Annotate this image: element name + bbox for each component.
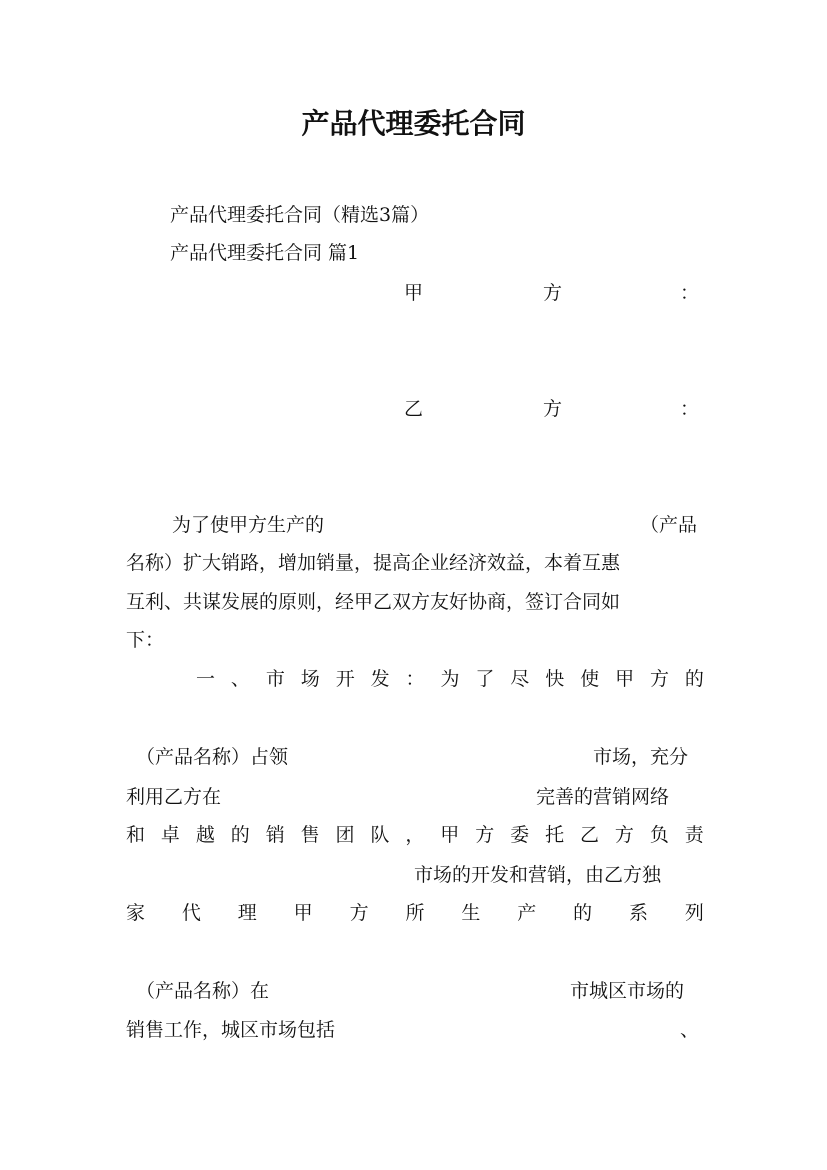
line-char: 的: [230, 824, 250, 846]
line-char: 系: [629, 902, 649, 924]
heading-char: 了: [475, 668, 495, 690]
line-char: 甲: [293, 902, 313, 924]
party-b-label-2: 方: [543, 398, 563, 420]
clause-1-line-3: [126, 820, 704, 847]
line-char: 家: [126, 902, 146, 924]
line-char: 销: [265, 824, 285, 846]
heading-char: 甲: [615, 668, 635, 690]
line-char: 方: [475, 824, 495, 846]
line-char: 生: [461, 902, 481, 924]
line-char: 和: [126, 824, 146, 846]
line-char: 代: [181, 902, 201, 924]
line-char: 委: [510, 824, 530, 846]
heading-char: 发: [370, 668, 390, 690]
line-char: 所: [405, 902, 425, 924]
line-char: 队: [370, 824, 390, 846]
heading-char: ：: [405, 668, 425, 690]
line-char: 列: [684, 902, 704, 924]
clause-1-line-7-right: 、: [680, 1019, 700, 1041]
line-char: 托: [545, 824, 565, 846]
heading-char: 使: [580, 668, 600, 690]
clause-1-line-2-right: 完善的营销网络: [536, 786, 670, 808]
document-subtitle: 产品代理委托合同（精选3篇）: [170, 204, 430, 226]
line-char: 越: [195, 824, 215, 846]
clause-1-line-4: 市场的开发和营销，由乙方独: [414, 864, 662, 886]
clause-1-line-6-right: 市城区市场的: [570, 980, 685, 1002]
clause-1-line-2-left: 利用乙方在: [126, 786, 222, 808]
party-a-label: 甲: [404, 282, 424, 304]
line-char: 甲: [440, 824, 460, 846]
line-char: 乙: [579, 824, 599, 846]
heading-char: 方: [649, 668, 669, 690]
intro-line-1-left: 为了使甲方生产的: [172, 514, 325, 536]
line-char: 责: [684, 824, 704, 846]
party-b-label: 乙: [404, 398, 424, 420]
heading-char: 市: [265, 668, 285, 690]
clause-1-line-7-left: 销售工作，城区市场包括: [126, 1019, 336, 1041]
intro-line-3: 互利、共谋发展的原则，经甲乙双方友好协商，签订合同如: [126, 591, 621, 613]
party-b-colon: ：: [680, 398, 700, 420]
heading-char: 、: [230, 668, 250, 690]
heading-char: 开: [335, 668, 355, 690]
clause-1-line-6-left: （产品名称）在: [136, 980, 270, 1002]
line-char: 产: [517, 902, 537, 924]
line-char: 方: [349, 902, 369, 924]
line-char: 卓: [160, 824, 180, 846]
line-char: 团: [335, 824, 355, 846]
intro-line-4: 下：: [126, 629, 165, 651]
heading-char: 快: [545, 668, 565, 690]
heading-char: 一: [196, 668, 216, 690]
heading-char: 尽: [510, 668, 530, 690]
document-title: 产品代理委托合同: [301, 107, 526, 140]
section-heading: 产品代理委托合同 篇1: [170, 242, 360, 264]
intro-line-1-right: （产品: [640, 514, 698, 536]
line-char: 的: [573, 902, 593, 924]
line-char: ，: [405, 824, 425, 846]
party-a-colon: ：: [680, 282, 700, 304]
heading-char: 的: [684, 668, 704, 690]
line-char: 售: [300, 824, 320, 846]
clause-1-heading: [196, 664, 704, 691]
line-char: 方: [614, 824, 634, 846]
clause-1-line-1-right: 市场，充分: [593, 746, 689, 768]
intro-line-2: 名称）扩大销路，增加销量，提高企业经济效益，本着互惠: [126, 552, 621, 574]
line-char: 负: [649, 824, 669, 846]
line-char: 理: [237, 902, 257, 924]
party-a-label-2: 方: [543, 282, 563, 304]
clause-1-line-1-left: （产品名称）占领: [136, 746, 289, 768]
heading-char: 为: [440, 668, 460, 690]
heading-char: 场: [300, 668, 320, 690]
clause-1-line-5: [126, 898, 704, 925]
